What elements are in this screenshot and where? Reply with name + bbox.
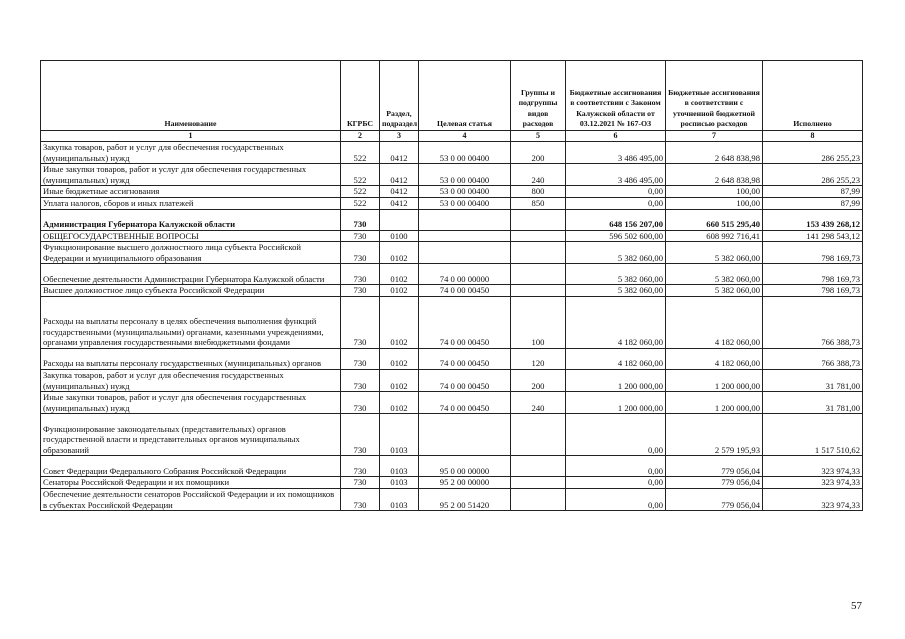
row-kgrbs: 730 [341,348,380,369]
row-group [511,264,566,285]
row-section: 0103 [380,456,419,477]
row-law-allocation: 5 382 060,00 [566,264,666,285]
row-executed: 798 169,73 [763,242,863,264]
row-refined-allocation: 5 382 060,00 [666,285,763,297]
row-target [419,414,511,456]
column-number: 4 [419,131,511,142]
row-kgrbs: 730 [341,264,380,285]
row-group: 240 [511,392,566,414]
row-refined-allocation: 4 182 060,00 [666,348,763,369]
row-refined-allocation: 5 382 060,00 [666,264,763,285]
row-target: 53 0 00 00400 [419,142,511,164]
row-name: Иные закупки товаров, работ и услуг для обеспечения государственных (муниципальных) нужд [41,392,341,414]
row-kgrbs: 730 [341,230,380,242]
row-refined-allocation: 2 648 838,98 [666,142,763,164]
table-row [41,477,863,489]
row-target: 53 0 00 00400 [419,197,511,209]
row-section: 0102 [380,369,419,391]
row-section: 0102 [380,264,419,285]
row-refined-allocation: 779 056,04 [666,488,763,510]
row-law-allocation: 3 486 495,00 [566,164,666,186]
row-kgrbs: 730 [341,414,380,456]
table-row [41,242,863,264]
row-target: 95 2 00 51420 [419,488,511,510]
row-section: 0103 [380,414,419,456]
row-target [419,230,511,242]
row-executed: 286 255,23 [763,164,863,186]
table-row [41,348,863,369]
row-target [419,209,511,230]
row-group: 240 [511,164,566,186]
row-group [511,414,566,456]
table-row [41,296,863,348]
column-number: 2 [341,131,380,142]
table-body [41,142,863,511]
header-target: Целевая статья [419,61,511,131]
row-executed: 323 974,33 [763,488,863,510]
row-target: 74 0 00 00450 [419,369,511,391]
row-target: 53 0 00 00400 [419,164,511,186]
row-name: Иные бюджетные ассигнования [41,186,341,198]
row-kgrbs: 522 [341,186,380,198]
row-name: Обеспечение деятельности сенаторов Российской Федерации и их помощников в субъектах Российской Федерации [41,488,341,510]
row-executed: 31 781,00 [763,369,863,391]
row-target: 74 0 00 00450 [419,296,511,348]
row-section: 0102 [380,242,419,264]
row-law-allocation: 1 200 000,00 [566,392,666,414]
row-refined-allocation: 100,00 [666,186,763,198]
column-number: 8 [763,131,863,142]
row-executed: 323 974,33 [763,456,863,477]
row-section [380,209,419,230]
column-number: 6 [566,131,666,142]
row-section: 0412 [380,197,419,209]
row-section: 0103 [380,488,419,510]
row-target: 95 0 00 00000 [419,456,511,477]
row-executed: 798 169,73 [763,264,863,285]
row-executed: 153 439 268,12 [763,209,863,230]
column-number: 5 [511,131,566,142]
row-section: 0412 [380,186,419,198]
row-executed: 766 388,73 [763,348,863,369]
header-executed: Исполнено [763,61,863,131]
row-section: 0102 [380,296,419,348]
table-row [41,414,863,456]
row-executed: 87,99 [763,197,863,209]
row-name: Высшее должностное лицо субъекта Российской Федерации [41,285,341,297]
header-name: Наименование [41,61,341,131]
header-refined-allocation: Бюджетные ассигнования в соответствии с уточненной бюджетной росписью расходов [666,61,763,131]
row-executed: 141 298 543,12 [763,230,863,242]
row-section: 0412 [380,164,419,186]
column-number: 7 [666,131,763,142]
row-kgrbs: 730 [341,488,380,510]
row-kgrbs: 730 [341,296,380,348]
row-group [511,477,566,489]
row-refined-allocation: 5 382 060,00 [666,242,763,264]
row-kgrbs: 730 [341,369,380,391]
table-row [41,264,863,285]
row-name: Расходы на выплаты персоналу государственных (муниципальных) органов [41,348,341,369]
row-refined-allocation: 779 056,04 [666,477,763,489]
row-section: 0100 [380,230,419,242]
column-number: 1 [41,131,341,142]
row-group [511,488,566,510]
row-law-allocation: 0,00 [566,414,666,456]
row-law-allocation: 0,00 [566,456,666,477]
row-kgrbs: 730 [341,285,380,297]
table-row [41,142,863,164]
row-law-allocation: 5 382 060,00 [566,285,666,297]
header-law-allocation: Бюджетные ассигнования в соответствии с Законом Калужской области от 03.12.2021 № 167-ОЗ [566,61,666,131]
row-kgrbs: 522 [341,164,380,186]
table-row [41,285,863,297]
row-group [511,242,566,264]
row-section: 0412 [380,142,419,164]
row-name: Уплата налогов, сборов и иных платежей [41,197,341,209]
row-name: Администрация Губернатора Калужской области [41,209,341,230]
row-kgrbs: 730 [341,242,380,264]
table-row [41,186,863,198]
row-refined-allocation: 1 200 000,00 [666,369,763,391]
column-number: 3 [380,131,419,142]
row-group [511,209,566,230]
row-name: Совет Федерации Федерального Собрания Российской Федерации [41,456,341,477]
table-row [41,369,863,391]
row-law-allocation: 648 156 207,00 [566,209,666,230]
row-group [511,230,566,242]
budget-table [40,60,863,511]
row-group: 800 [511,186,566,198]
table-row [41,209,863,230]
row-refined-allocation: 2 579 195,93 [666,414,763,456]
row-executed: 766 388,73 [763,296,863,348]
row-group: 120 [511,348,566,369]
row-kgrbs: 730 [341,392,380,414]
row-group: 200 [511,142,566,164]
row-executed: 1 517 510,62 [763,414,863,456]
row-group: 850 [511,197,566,209]
row-section: 0102 [380,348,419,369]
row-name: Закупка товаров, работ и услуг для обеспечения государственных (муниципальных) нужд [41,369,341,391]
row-refined-allocation: 2 648 838,98 [666,164,763,186]
row-executed: 323 974,33 [763,477,863,489]
row-refined-allocation: 608 992 716,41 [666,230,763,242]
header-group: Группы и подгруппы видов расходов [511,61,566,131]
row-name: Функционирование законодательных (представительных) органов государственной власти и представительных органов муниципальных образований [41,414,341,456]
page-number: 57 [851,600,862,612]
header-kgrbs: КГРБС [341,61,380,131]
row-name: Функционирование высшего должностного лица субъекта Российской Федерации и муниципального образования [41,242,341,264]
row-refined-allocation: 4 182 060,00 [666,296,763,348]
row-law-allocation: 0,00 [566,488,666,510]
row-law-allocation: 1 200 000,00 [566,369,666,391]
row-kgrbs: 730 [341,477,380,489]
row-name: Сенаторы Российской Федерации и их помощники [41,477,341,489]
row-kgrbs: 522 [341,142,380,164]
row-kgrbs: 730 [341,209,380,230]
row-executed: 798 169,73 [763,285,863,297]
row-refined-allocation: 1 200 000,00 [666,392,763,414]
table-row [41,164,863,186]
table-row [41,456,863,477]
row-target: 95 2 00 00000 [419,477,511,489]
row-refined-allocation: 660 515 295,40 [666,209,763,230]
row-law-allocation: 596 502 600,00 [566,230,666,242]
row-target: 74 0 00 00450 [419,285,511,297]
table-row [41,392,863,414]
row-executed: 31 781,00 [763,392,863,414]
row-law-allocation: 5 382 060,00 [566,242,666,264]
row-group [511,285,566,297]
row-name: ОБЩЕГОСУДАРСТВЕННЫЕ ВОПРОСЫ [41,230,341,242]
table-row [41,197,863,209]
header-section: Раздел, подраздел [380,61,419,131]
row-name: Иные закупки товаров, работ и услуг для обеспечения государственных (муниципальных) нужд [41,164,341,186]
row-law-allocation: 0,00 [566,477,666,489]
row-group: 100 [511,296,566,348]
row-target: 74 0 00 00450 [419,348,511,369]
row-law-allocation: 3 486 495,00 [566,142,666,164]
row-executed: 87,99 [763,186,863,198]
row-kgrbs: 730 [341,456,380,477]
row-group: 200 [511,369,566,391]
row-target: 53 0 00 00400 [419,186,511,198]
row-target: 74 0 00 00000 [419,264,511,285]
row-section: 0102 [380,285,419,297]
row-name: Обеспечение деятельности Администрации Губернатора Калужской области [41,264,341,285]
row-refined-allocation: 100,00 [666,197,763,209]
row-section: 0102 [380,392,419,414]
row-name: Расходы на выплаты персоналу в целях обеспечения выполнения функций государственными (муниципальными) органами, казенными учреждениями, органами управления государственными внебюджетными фондами [41,296,341,348]
row-refined-allocation: 779 056,04 [666,456,763,477]
row-law-allocation: 4 182 060,00 [566,296,666,348]
row-law-allocation: 0,00 [566,186,666,198]
row-group [511,456,566,477]
row-section: 0103 [380,477,419,489]
row-law-allocation: 0,00 [566,197,666,209]
row-name: Закупка товаров, работ и услуг для обеспечения государственных (муниципальных) нужд [41,142,341,164]
table-row [41,230,863,242]
table-row [41,488,863,510]
row-target [419,242,511,264]
row-law-allocation: 4 182 060,00 [566,348,666,369]
row-kgrbs: 522 [341,197,380,209]
row-executed: 286 255,23 [763,142,863,164]
row-target: 74 0 00 00450 [419,392,511,414]
